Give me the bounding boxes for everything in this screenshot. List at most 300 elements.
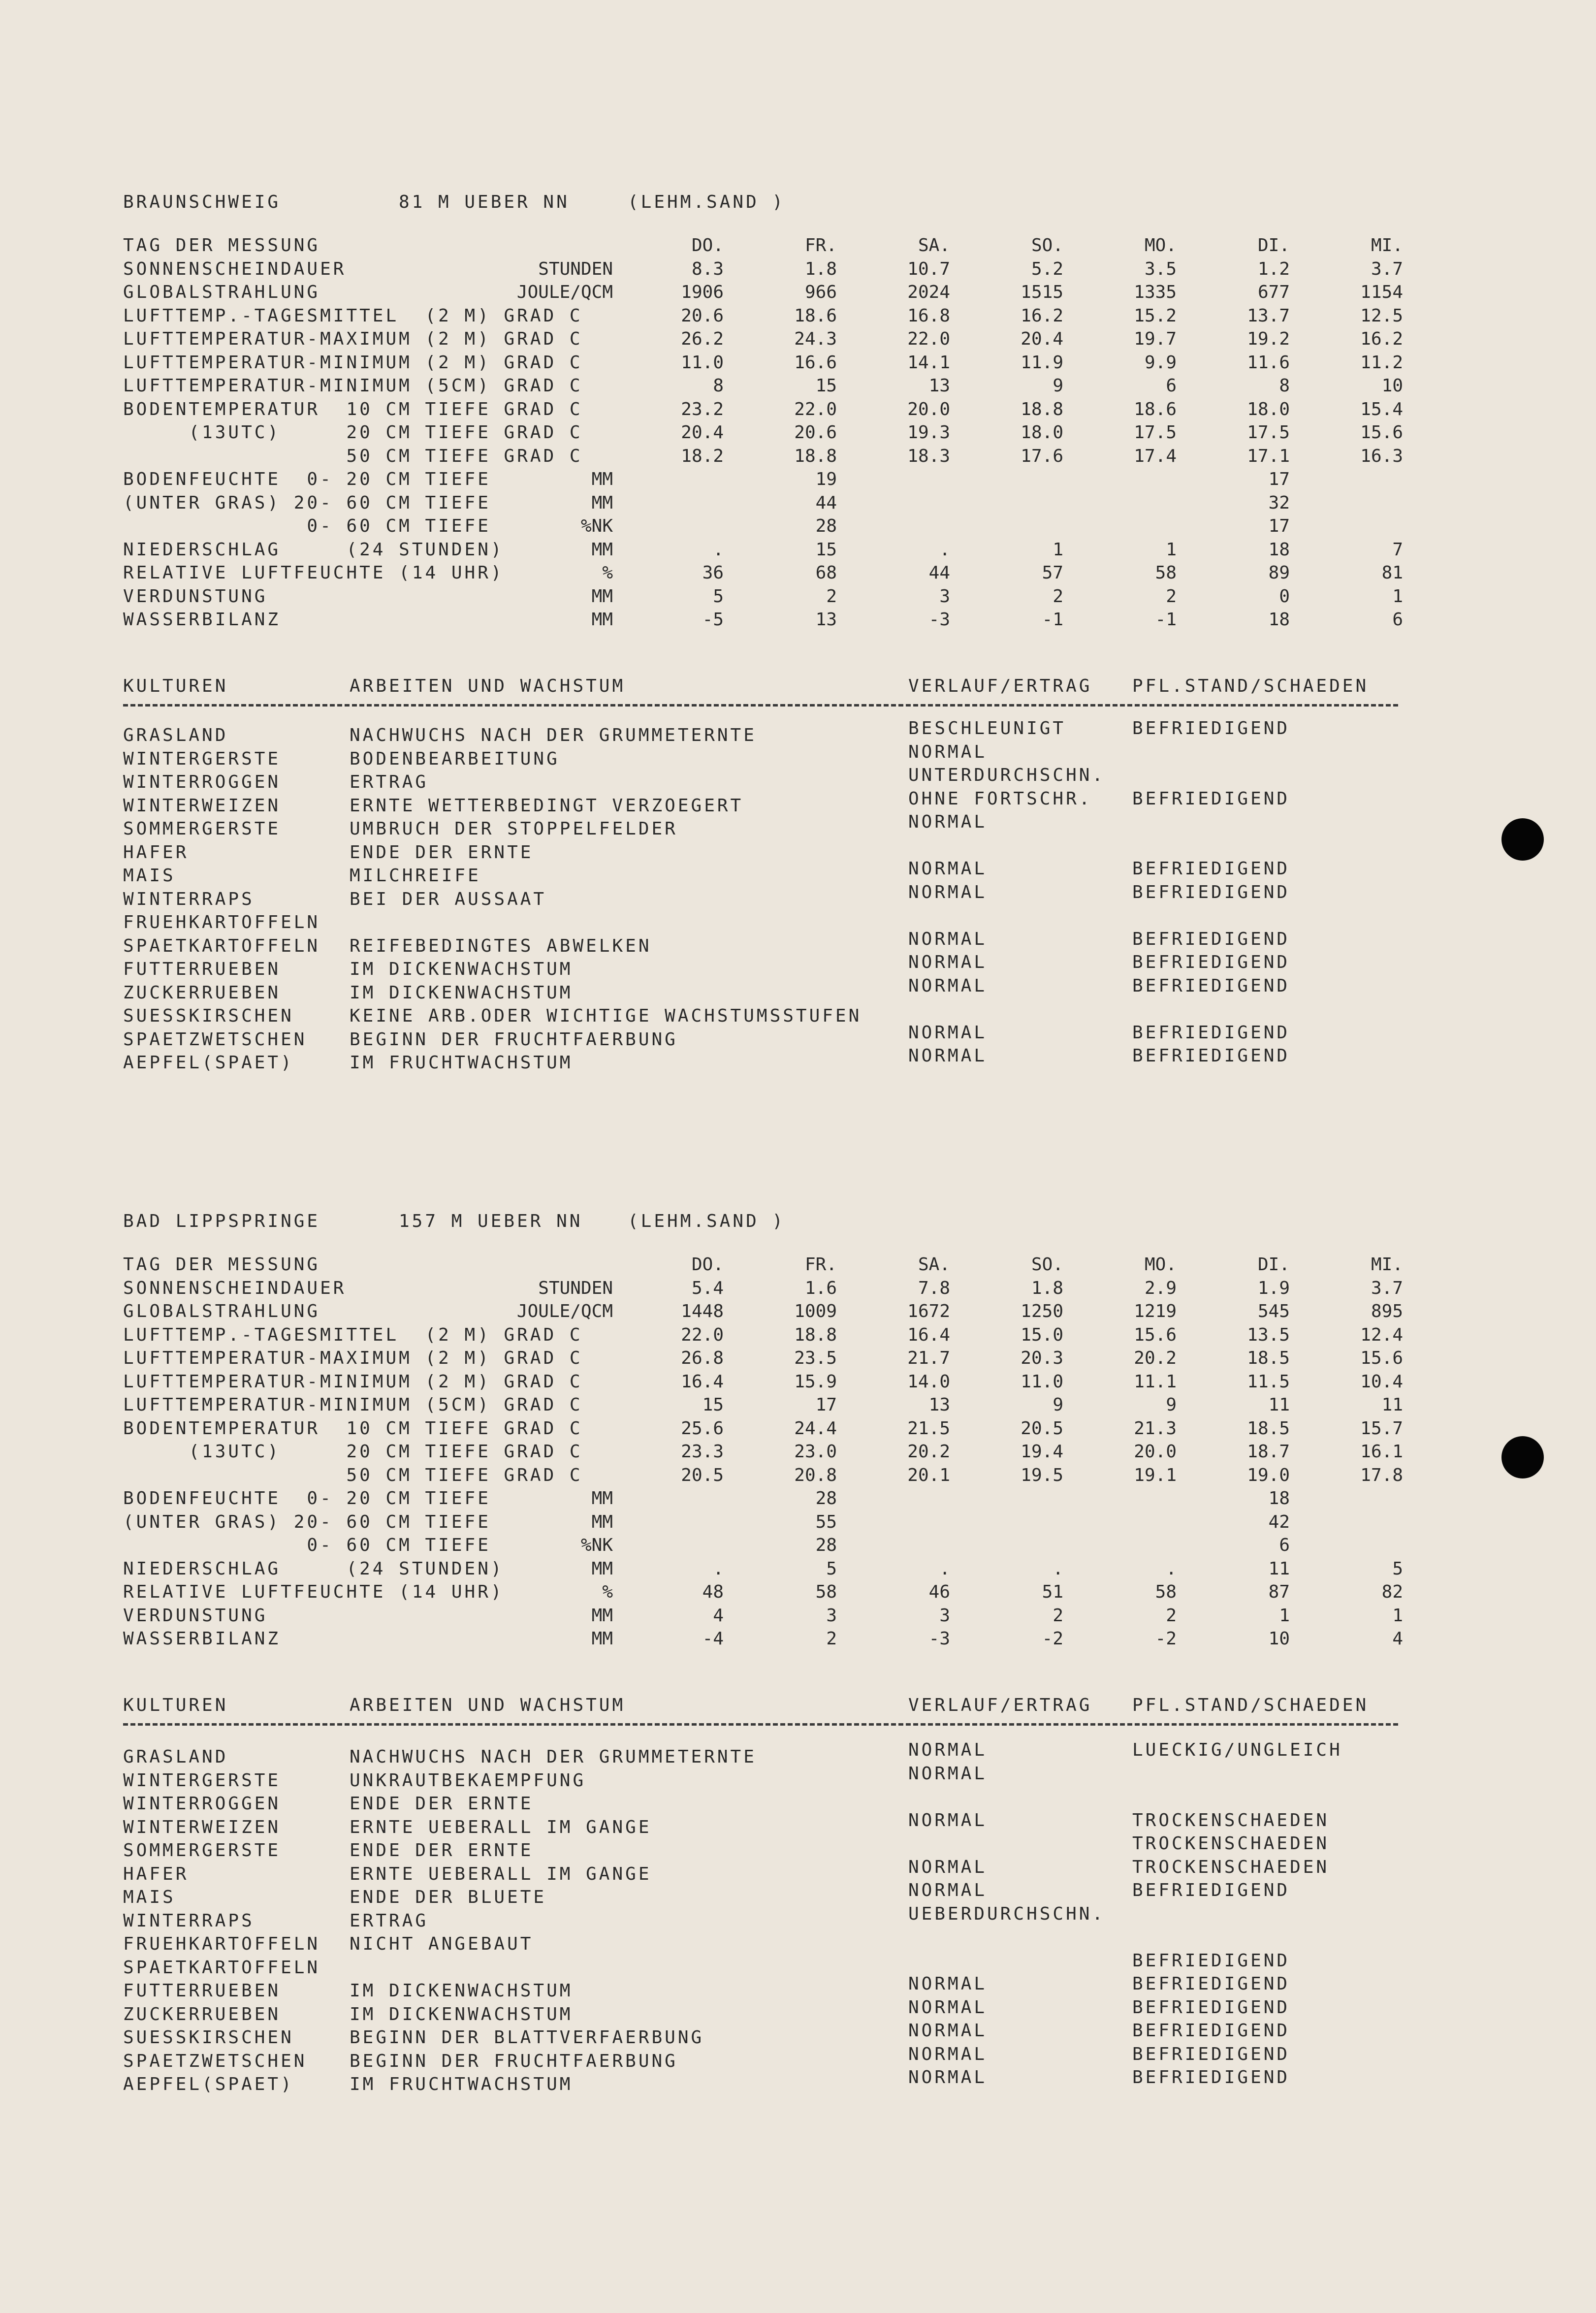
measurement-value: 18.0: [1247, 399, 1290, 419]
crops-header-stand: PFL.STAND/SCHAEDEN: [1132, 676, 1369, 696]
crop-kultur: FUTTERRUEBEN: [123, 1981, 281, 2001]
measurement-value: 23.2: [681, 399, 724, 419]
crop-kultur: FRUEHKARTOFFELN: [123, 912, 320, 932]
measurement-value: 16.8: [907, 305, 950, 326]
crop-kultur: WINTERROGGEN: [123, 1794, 281, 1814]
measurement-value: 11.6: [1247, 352, 1290, 373]
measurement-unit: MM: [591, 539, 613, 560]
measurement-value: 28: [815, 516, 837, 536]
measurement-value: 17.1: [1247, 446, 1290, 466]
measurement-value: 13: [815, 610, 837, 630]
crop-arbeiten: ERNTE UEBERALL IM GANGE: [350, 1863, 652, 1884]
measurement-value: 16.2: [1360, 329, 1403, 349]
measurement-label: LUFTTEMPERATUR-MINIMUM (5CM) GRAD C: [123, 376, 583, 396]
measurement-label: BODENTEMPERATUR 10 CM TIEFE GRAD C: [123, 1418, 583, 1439]
measurement-value: .: [939, 539, 950, 560]
measurement-value: 0: [1279, 586, 1290, 607]
measurement-value: 18.7: [1247, 1442, 1290, 1462]
measurement-value: 55: [815, 1511, 837, 1532]
measurement-value: 545: [1257, 1301, 1290, 1321]
measurement-value: 9.9: [1144, 352, 1177, 373]
measurement-label: (UNTER GRAS) 20- 60 CM TIEFE: [123, 492, 491, 513]
measurement-value: 44: [928, 563, 950, 583]
crop-arbeiten: ENDE DER ERNTE: [350, 842, 534, 863]
measurement-value: 15.9: [794, 1371, 837, 1392]
measurement-unit: MM: [591, 1488, 613, 1509]
measurement-value: 11.0: [681, 352, 724, 373]
crop-arbeiten: ERTRAG: [350, 1910, 429, 1931]
measurement-value: 20.5: [681, 1465, 724, 1485]
crop-verlauf: NORMAL: [908, 1810, 988, 1831]
measurement-value: 13: [928, 376, 950, 396]
crop-stand: BEFRIEDIGEND: [1132, 952, 1290, 972]
measurement-value: 48: [702, 1582, 724, 1602]
crop-verlauf: NORMAL: [908, 2021, 988, 2041]
crop-stand: BEFRIEDIGEND: [1132, 718, 1290, 739]
measurement-value: 22.0: [794, 399, 837, 419]
measurement-label: RELATIVE LUFTFEUCHTE (14 UHR): [123, 563, 504, 583]
measurement-value: 20.8: [794, 1465, 837, 1485]
measurement-value: 23.5: [794, 1348, 837, 1368]
measurement-value: 20.2: [1134, 1348, 1177, 1368]
measurement-value: 1.8: [804, 258, 837, 279]
crop-kultur: WINTERRAPS: [123, 889, 255, 909]
crops-header-arbeiten: ARBEITEN UND WACHSTUM: [350, 676, 626, 696]
measurement-value: 17.8: [1360, 1465, 1403, 1485]
measurement-unit: MM: [591, 469, 613, 489]
measurement-value: 5: [826, 1558, 837, 1579]
measurement-value: -4: [702, 1629, 724, 1649]
crop-stand: BEFRIEDIGEND: [1132, 788, 1290, 809]
day-header: DI.: [1257, 235, 1290, 256]
measurement-label: 50 CM TIEFE GRAD C: [123, 1465, 583, 1485]
crops-header-kulturen: KULTUREN: [123, 676, 228, 696]
day-header: FR.: [804, 235, 837, 256]
crop-verlauf: NORMAL: [908, 1740, 988, 1760]
measurement-value: 21.5: [907, 1418, 950, 1439]
crop-arbeiten: BODENBEARBEITUNG: [350, 748, 560, 769]
measurement-unit: MM: [591, 610, 613, 630]
measurement-value: 14.1: [907, 352, 950, 373]
measurement-label: LUFTTEMPERATUR-MINIMUM (2 M) GRAD C: [123, 352, 583, 373]
measurement-value: 13.7: [1247, 305, 1290, 326]
crop-stand: TROCKENSCHAEDEN: [1132, 1857, 1330, 1877]
crop-verlauf: NORMAL: [908, 1974, 988, 1994]
crop-stand: BEFRIEDIGEND: [1132, 929, 1290, 949]
measurement-value: 20.0: [907, 399, 950, 419]
measurement-value: 11.1: [1134, 1371, 1177, 1392]
crop-verlauf: NORMAL: [908, 1997, 988, 2018]
measurement-value: 11.0: [1021, 1371, 1063, 1392]
measurement-label: BODENTEMPERATUR 10 CM TIEFE GRAD C: [123, 399, 583, 419]
measurement-value: 15.6: [1360, 422, 1403, 443]
measurement-value: 22.0: [907, 329, 950, 349]
crop-stand: BEFRIEDIGEND: [1132, 859, 1290, 879]
crop-stand: BEFRIEDIGEND: [1132, 2067, 1290, 2088]
measurement-value: 15.6: [1134, 1324, 1177, 1345]
measurement-value: 19.5: [1021, 1465, 1063, 1485]
crop-verlauf: NORMAL: [908, 1022, 988, 1043]
measurement-value: 1: [1166, 539, 1177, 560]
crop-arbeiten: UMBRUCH DER STOPPELFELDER: [350, 819, 678, 839]
crop-verlauf: NORMAL: [908, 1046, 988, 1066]
crop-kultur: MAIS: [123, 1887, 176, 1907]
punch-hole-top: [1501, 818, 1544, 861]
measurement-value: 19.0: [1247, 1465, 1290, 1485]
crop-kultur: GRASLAND: [123, 1747, 228, 1767]
day-header: DO.: [691, 235, 724, 256]
measurement-value: 18: [1268, 539, 1290, 560]
measurement-value: 1: [1053, 539, 1063, 560]
measurement-value: 20.3: [1021, 1348, 1063, 1368]
measurement-value: -2: [1155, 1629, 1177, 1649]
measurement-value: 18: [1268, 1488, 1290, 1509]
crop-kultur: SUESSKIRSCHEN: [123, 2027, 294, 2048]
station-name: BRAUNSCHWEIG: [123, 192, 281, 212]
measurement-label: SONNENSCHEINDAUER: [123, 1278, 347, 1298]
measurement-label: LUFTTEMPERATUR-MINIMUM (5CM) GRAD C: [123, 1395, 583, 1415]
crops-separator: [123, 1723, 1398, 1726]
crop-stand: BEFRIEDIGEND: [1132, 882, 1290, 902]
measurement-value: 24.4: [794, 1418, 837, 1439]
crop-arbeiten: BEGINN DER FRUCHTFAERBUNG: [350, 2051, 678, 2071]
crop-arbeiten: IM FRUCHTWACHSTUM: [350, 2074, 573, 2094]
measurement-value: 11: [1268, 1395, 1290, 1415]
day-header: MO.: [1144, 1254, 1177, 1275]
crop-arbeiten: NICHT ANGEBAUT: [350, 1934, 534, 1954]
crops-header-arbeiten: ARBEITEN UND WACHSTUM: [350, 1695, 626, 1715]
measurement-value: 677: [1257, 282, 1290, 302]
measurement-label: GLOBALSTRAHLUNG: [123, 282, 320, 302]
crop-kultur: WINTERWEIZEN: [123, 795, 281, 816]
measurement-value: 25.6: [681, 1418, 724, 1439]
measurement-value: 3: [939, 1605, 950, 1626]
measurement-unit: MM: [591, 1558, 613, 1579]
measurement-value: 1515: [1021, 282, 1063, 302]
measurement-value: 18.3: [907, 446, 950, 466]
crop-kultur: SPAETZWETSCHEN: [123, 2051, 307, 2071]
measurement-value: 18.2: [681, 446, 724, 466]
measurement-value: 3: [826, 1605, 837, 1626]
measurement-unit: %: [602, 1582, 613, 1602]
crop-kultur: WINTERGERSTE: [123, 748, 281, 769]
measurement-value: 10: [1381, 376, 1403, 396]
measurement-label: LUFTTEMPERATUR-MAXIMUM (2 M) GRAD C: [123, 329, 583, 349]
day-header: DO.: [691, 1254, 724, 1275]
measurement-value: 26.8: [681, 1348, 724, 1368]
measurement-value: 6: [1166, 376, 1177, 396]
measurement-value: 17: [1268, 516, 1290, 536]
crops-header-kulturen: KULTUREN: [123, 1695, 228, 1715]
measurement-value: 16.6: [794, 352, 837, 373]
crop-verlauf: NORMAL: [908, 882, 988, 902]
crop-verlauf: UEBERDURCHSCHN.: [908, 1903, 1106, 1924]
measurement-value: 1335: [1134, 282, 1177, 302]
measurement-value: 15.2: [1134, 305, 1177, 326]
crop-arbeiten: ERTRAG: [350, 772, 429, 792]
measurement-value: 22.0: [681, 1324, 724, 1345]
measurement-value: 87: [1268, 1582, 1290, 1602]
measurement-value: 16.4: [907, 1324, 950, 1345]
day-header: MI.: [1371, 1254, 1403, 1275]
measurement-value: 11: [1381, 1395, 1403, 1415]
measurement-label: LUFTTEMPERATUR-MAXIMUM (2 M) GRAD C: [123, 1348, 583, 1368]
crop-stand: BEFRIEDIGEND: [1132, 1950, 1290, 1971]
measurement-value: 89: [1268, 563, 1290, 583]
crop-stand: BEFRIEDIGEND: [1132, 2044, 1290, 2064]
measurement-value: 7: [1392, 539, 1403, 560]
crop-verlauf: NORMAL: [908, 2067, 988, 2088]
measurement-value: 20.6: [794, 422, 837, 443]
measurement-value: 28: [815, 1535, 837, 1555]
station-soil: (LEHM.SAND ): [628, 192, 786, 212]
measurement-unit: JOULE/QCM: [516, 1301, 613, 1321]
measurement-value: 17: [815, 1395, 837, 1415]
measurement-value: -1: [1042, 610, 1063, 630]
measurement-value: 44: [815, 492, 837, 513]
measurement-value: .: [713, 1558, 724, 1579]
measurement-label: LUFTTEMP.-TAGESMITTEL (2 M) GRAD C: [123, 305, 583, 326]
measurement-value: .: [939, 1558, 950, 1579]
measurement-value: 13.5: [1247, 1324, 1290, 1345]
crop-verlauf: NORMAL: [908, 952, 988, 972]
day-header: FR.: [804, 1254, 837, 1275]
measurement-value: 82: [1381, 1582, 1403, 1602]
measurement-value: 15: [702, 1395, 724, 1415]
crop-kultur: HAFER: [123, 1863, 189, 1884]
crop-verlauf: NORMAL: [908, 1857, 988, 1877]
measurement-value: -2: [1042, 1629, 1063, 1649]
measurement-value: 3.7: [1371, 1278, 1403, 1298]
crop-arbeiten: ERNTE UEBERALL IM GANGE: [350, 1817, 652, 1837]
measurement-value: 1219: [1134, 1301, 1177, 1321]
measurement-value: 1448: [681, 1301, 724, 1321]
measurement-value: 3: [939, 586, 950, 607]
crop-arbeiten: BEI DER AUSSAAT: [350, 889, 547, 909]
measurement-value: 16.3: [1360, 446, 1403, 466]
station-elevation: 81 M UEBER NN: [399, 192, 570, 212]
crop-arbeiten: IM DICKENWACHSTUM: [350, 2004, 573, 2024]
crop-arbeiten: NACHWUCHS NACH DER GRUMMETERNTE: [350, 1747, 757, 1767]
measurement-value: .: [713, 539, 724, 560]
measurement-value: 966: [804, 282, 837, 302]
measurement-value: 5: [713, 586, 724, 607]
crop-kultur: FUTTERRUEBEN: [123, 959, 281, 979]
crop-verlauf: NORMAL: [908, 859, 988, 879]
measurement-value: 2: [1166, 1605, 1177, 1626]
measurement-value: 19.2: [1247, 329, 1290, 349]
crop-kultur: SPAETZWETSCHEN: [123, 1029, 307, 1050]
measurement-unit: STUNDEN: [538, 258, 613, 279]
measurement-value: 23.0: [794, 1442, 837, 1462]
measurement-value: 3.7: [1371, 258, 1403, 279]
measurement-value: 23.3: [681, 1442, 724, 1462]
day-header: SO.: [1031, 1254, 1063, 1275]
measurement-value: 11: [1268, 1558, 1290, 1579]
measurement-value: 58: [1155, 563, 1177, 583]
measurement-value: 9: [1053, 1395, 1063, 1415]
measurement-value: 10.4: [1360, 1371, 1403, 1392]
crop-arbeiten: ENDE DER BLUETE: [350, 1887, 547, 1907]
measurement-unit: STUNDEN: [538, 1278, 613, 1298]
station-soil: (LEHM.SAND ): [628, 1211, 786, 1231]
crop-kultur: ZUCKERRUEBEN: [123, 982, 281, 1003]
measurement-value: 58: [1155, 1582, 1177, 1602]
crop-kultur: SOMMERGERSTE: [123, 1840, 281, 1861]
crop-kultur: ZUCKERRUEBEN: [123, 2004, 281, 2024]
measurement-value: 20.6: [681, 305, 724, 326]
measurement-value: 24.3: [794, 329, 837, 349]
measurement-value: 7.8: [918, 1278, 950, 1298]
measurement-value: 10.7: [907, 258, 950, 279]
measurement-value: 17.5: [1247, 422, 1290, 443]
measurement-label: BODENFEUCHTE 0- 20 CM TIEFE: [123, 469, 491, 489]
measurement-unit: MM: [591, 1629, 613, 1649]
measurement-value: 18.8: [794, 1324, 837, 1345]
measurement-value: 32: [1268, 492, 1290, 513]
crop-stand: TROCKENSCHAEDEN: [1132, 1833, 1330, 1854]
crop-kultur: SOMMERGERSTE: [123, 819, 281, 839]
measurement-value: -1: [1155, 610, 1177, 630]
crop-verlauf: NORMAL: [908, 741, 988, 762]
crop-kultur: WINTERROGGEN: [123, 772, 281, 792]
measurement-value: -3: [928, 1629, 950, 1649]
crop-kultur: GRASLAND: [123, 725, 228, 745]
measurement-value: 1.6: [804, 1278, 837, 1298]
measurement-value: 28: [815, 1488, 837, 1509]
crop-verlauf: NORMAL: [908, 975, 988, 996]
measurement-value: 20.1: [907, 1465, 950, 1485]
measurement-value: 36: [702, 563, 724, 583]
measurement-value: 6: [1279, 1535, 1290, 1555]
measurement-value: 20.4: [1021, 329, 1063, 349]
measurement-unit: MM: [591, 1511, 613, 1532]
measurement-value: 1906: [681, 282, 724, 302]
measurement-value: 18.0: [1021, 422, 1063, 443]
measurement-label: LUFTTEMP.-TAGESMITTEL (2 M) GRAD C: [123, 1324, 583, 1345]
measurement-value: 8.3: [691, 258, 724, 279]
crops-header-stand: PFL.STAND/SCHAEDEN: [1132, 1695, 1369, 1715]
crop-stand: BEFRIEDIGEND: [1132, 1974, 1290, 1994]
measurement-label: 0- 60 CM TIEFE: [123, 1535, 491, 1555]
measurement-value: 2: [826, 1629, 837, 1649]
measurement-value: 1154: [1360, 282, 1403, 302]
measurement-value: 19.1: [1134, 1465, 1177, 1485]
measurement-value: 15.0: [1021, 1324, 1063, 1345]
measurement-value: 16.4: [681, 1371, 724, 1392]
measurement-value: 8: [1279, 376, 1290, 396]
crop-stand: BEFRIEDIGEND: [1132, 975, 1290, 996]
crop-kultur: SPAETKARTOFFELN: [123, 935, 320, 956]
measurement-value: 2: [826, 586, 837, 607]
day-header: SA.: [918, 1254, 950, 1275]
measurement-value: 2: [1053, 586, 1063, 607]
measurement-value: 1: [1392, 586, 1403, 607]
measurement-value: 21.3: [1134, 1418, 1177, 1439]
measurement-value: 20.0: [1134, 1442, 1177, 1462]
crop-arbeiten: IM DICKENWACHSTUM: [350, 959, 573, 979]
crop-kultur: WINTERRAPS: [123, 1910, 255, 1931]
measurement-value: 18: [1268, 610, 1290, 630]
measurement-unit: %NK: [580, 1535, 613, 1555]
crop-arbeiten: NACHWUCHS NACH DER GRUMMETERNTE: [350, 725, 757, 745]
crop-verlauf: NORMAL: [908, 812, 988, 832]
crop-kultur: WINTERWEIZEN: [123, 1817, 281, 1837]
measurement-unit: MM: [591, 1605, 613, 1626]
measurement-value: 20.4: [681, 422, 724, 443]
measurement-value: 2.9: [1144, 1278, 1177, 1298]
measurement-label: TAG DER MESSUNG: [123, 235, 320, 256]
measurement-value: 1: [1279, 1605, 1290, 1626]
crop-arbeiten: ERNTE WETTERBEDINGT VERZOEGERT: [350, 795, 744, 816]
measurement-value: 17: [1268, 469, 1290, 489]
measurement-value: 5: [1392, 1558, 1403, 1579]
measurement-value: 68: [815, 563, 837, 583]
measurement-label: RELATIVE LUFTFEUCHTE (14 UHR): [123, 1582, 504, 1602]
measurement-value: 2024: [907, 282, 950, 302]
measurement-label: NIEDERSCHLAG (24 STUNDEN): [123, 1558, 504, 1579]
measurement-value: .: [1053, 1558, 1063, 1579]
crop-verlauf: NORMAL: [908, 1763, 988, 1784]
measurement-value: -3: [928, 610, 950, 630]
measurement-unit: MM: [591, 586, 613, 607]
measurement-value: 58: [815, 1582, 837, 1602]
measurement-value: 1009: [794, 1301, 837, 1321]
crops-header-verlauf: VERLAUF/ERTRAG: [908, 676, 1092, 696]
day-header: MI.: [1371, 235, 1403, 256]
measurement-value: 9: [1166, 1395, 1177, 1415]
measurement-value: 19.4: [1021, 1442, 1063, 1462]
measurement-value: 13: [928, 1395, 950, 1415]
day-header: SO.: [1031, 235, 1063, 256]
measurement-value: 14.0: [907, 1371, 950, 1392]
measurement-value: 12.5: [1360, 305, 1403, 326]
measurement-value: 1.2: [1257, 258, 1290, 279]
measurement-label: WASSERBILANZ: [123, 610, 281, 630]
crop-arbeiten: BEGINN DER BLATTVERFAERBUNG: [350, 2027, 704, 2048]
measurement-value: 20.2: [907, 1442, 950, 1462]
day-header: DI.: [1257, 1254, 1290, 1275]
measurement-value: 895: [1371, 1301, 1403, 1321]
measurement-value: 1250: [1021, 1301, 1063, 1321]
station-name: BAD LIPPSPRINGE: [123, 1211, 320, 1231]
measurement-value: 18.6: [794, 305, 837, 326]
measurement-value: 16.2: [1021, 305, 1063, 326]
crop-arbeiten: IM DICKENWACHSTUM: [350, 982, 573, 1003]
measurement-value: 4: [1392, 1629, 1403, 1649]
measurement-unit: JOULE/QCM: [516, 282, 613, 302]
crop-verlauf: NORMAL: [908, 929, 988, 949]
measurement-label: VERDUNSTUNG: [123, 1605, 268, 1626]
measurement-value: 1: [1392, 1605, 1403, 1626]
crop-arbeiten: REIFEBEDINGTES ABWELKEN: [350, 935, 652, 956]
crop-stand: BEFRIEDIGEND: [1132, 2021, 1290, 2041]
measurement-value: 17.5: [1134, 422, 1177, 443]
measurement-unit: MM: [591, 492, 613, 513]
measurement-value: 2: [1053, 1605, 1063, 1626]
measurement-value: 11.5: [1247, 1371, 1290, 1392]
crop-kultur: MAIS: [123, 866, 176, 886]
day-header: MO.: [1144, 235, 1177, 256]
crop-kultur: HAFER: [123, 842, 189, 863]
crop-arbeiten: KEINE ARB.ODER WICHTIGE WACHSTUMSSTUFEN: [350, 1006, 862, 1026]
measurement-value: 51: [1042, 1582, 1063, 1602]
crop-stand: LUECKIG/UNGLEICH: [1132, 1740, 1342, 1760]
crop-stand: BEFRIEDIGEND: [1132, 1022, 1290, 1043]
measurement-value: 5.2: [1031, 258, 1063, 279]
measurement-value: 18.5: [1247, 1348, 1290, 1368]
measurement-value: 42: [1268, 1511, 1290, 1532]
